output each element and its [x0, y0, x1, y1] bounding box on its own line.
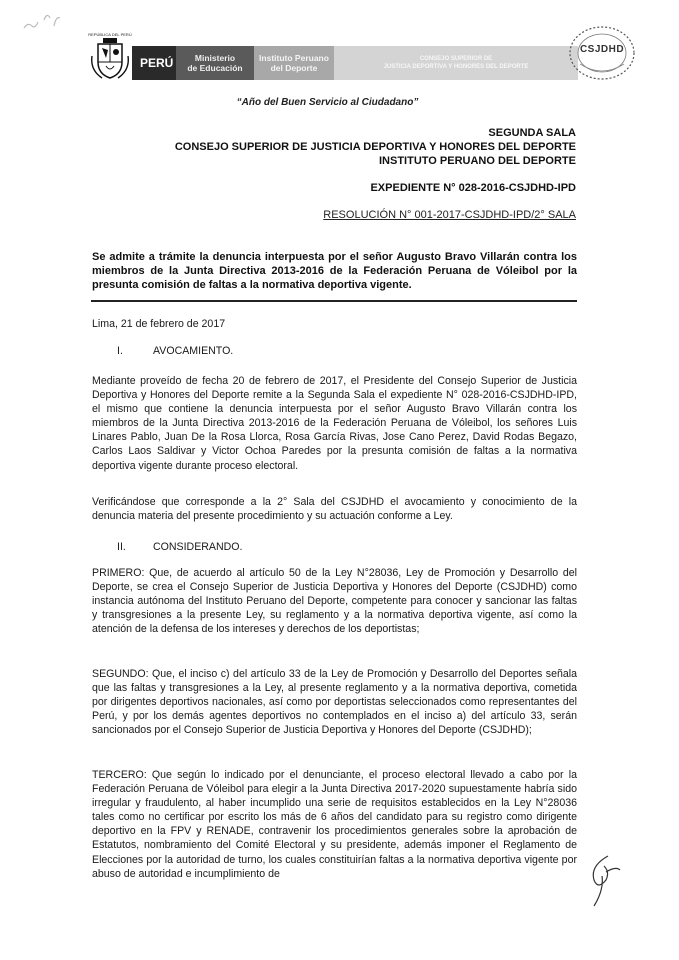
paragraph: Mediante proveído de fecha 20 de febrero de 2017, el Presidente del Consejo Superior de Justicia Deportiva y Honores del Deporte remite a la Segunda Sala el expediente N° 028-2016-CSJDHD-IPD, el mismo que contiene la denuncia interpuesta por el señor Augusto Bravo Villarán contra los miembros de la Junta Directiva 2013-2016 de la Federación Peruana de Vóleibol, los señores Luis Linares Pablo, Juan De la Rosa Llorca, Rosa García Rivas, Jose Cano Perez, David Rodas Begazo, Carlos Laos Saldivar y Victor Ochoa Paredes por la presunta comisión de faltas a la normativa deportiva vigente durante proceso electoral.	[92, 375, 577, 472]
section-heading-avocamiento: I. AVOCAMIENTO.	[117, 345, 234, 357]
peru-label: PERÚ	[132, 46, 176, 80]
ministerio-label: Ministerio de Educación	[176, 46, 254, 80]
scribble-mark	[4, 6, 74, 34]
resolucion-number: RESOLUCIÓN N° 001-2017-CSJDHD-IPD/2° SALA	[323, 209, 576, 221]
motto: “Año del Buen Servicio al Ciudadano”	[236, 97, 419, 108]
institutional-header	[88, 32, 578, 84]
document-date: Lima, 21 de febrero de 2017	[92, 318, 226, 330]
section-heading-considerando: II. CONSIDERANDO.	[117, 541, 243, 553]
seal-text: CSJDHD	[579, 44, 625, 55]
paragraph-segundo: SEGUNDO: Que, el inciso c) del artículo 33 de la Ley de Promoción y Desarrollo del Deportes señala que las faltas y transgresiones a la Ley, al presente reglamento y a la normativa deportiva, cometida por dirigentes deportivos nacionales, así como por deportistas seleccionados como representantes del Perú, y por los demás agentes deportivos no contemplados en el inciso a) del artículo 33, serán sancionados por el Consejo Superior de Justicia Deportiva y Honores del Deporte (CSJDHD);	[92, 668, 577, 737]
instituto-label: Instituto Peruano del Deporte	[254, 46, 334, 80]
shield-caption: REPÚBLICA DEL PERÚ	[88, 32, 132, 37]
resolution-summary: Se admite a trámite la denuncia interpuesta por el señor Augusto Bravo Villarán contra los miembros de la Junta Directiva 2013-2016 de la Federación Peruana de Vóleibol por la presunta comisión de faltas a la normativa deportiva vigente.	[92, 251, 577, 291]
paragraph-primero: PRIMERO: Que, de acuerdo al artículo 50 de la Ley N°28036, Ley de Promoción y Desarrollo del Deporte, se crea el Consejo Superior de Justicia Deportiva y Honores del Deporte (CSJDHD) como instancia autónoma del Instituto Peruano del Deporte, competente para conocer y sancionar las faltas y transgresiones a la presente Ley, su reglamento y a la normativa deportiva vigente, así como la atención de la defensa de los intereses y derechos de los deportistas;	[92, 567, 577, 636]
handwritten-initial	[578, 850, 622, 910]
expediente-number: EXPEDIENTE N° 028-2016-CSJDHD-IPD	[370, 182, 576, 194]
sala-heading: SEGUNDA SALA	[488, 127, 576, 139]
instituto-heading: INSTITUTO PERUANO DEL DEPORTE	[378, 155, 576, 167]
coat-of-arms-icon	[88, 36, 132, 82]
paragraph-tercero: TERCERO: Que según lo indicado por el denunciante, el proceso electoral llevado a cabo por la Federación Peruana de Vóleibol para elegir a la Junta Directiva 2017-2020 supuestamente habría sido irregular y fraudulento, al haber incumplido una serie de requisitos establecidos en la Ley N°28036 tales como no certificar por escrito los más de 6 años del candidato para su registro como dirigente deportivo en la FPV y RENADE, contravenir los procedimientos generales sobre la aprobación de Estatutos, nombramiento del Comité Electoral y su presidente, además imponer el Reglamento de Elecciones por la autoridad de turno, los cuales constituirían faltas a la normativa deportiva vigente por abuso de autoridad e incumplimiento de	[92, 769, 577, 880]
consejo-label: CONSEJO SUPERIOR DE JUSTICIA DEPORTIVA Y HONORES DEL DEPORTE	[334, 46, 578, 80]
divider-rule	[91, 300, 577, 302]
consejo-heading: CONSEJO SUPERIOR DE JUSTICIA DEPORTIVA Y HONORES DEL DEPORTE	[174, 141, 576, 153]
paragraph: Verificándose que corresponde a la 2° Sala del CSJDHD el avocamiento y conocimiento de la denuncia materia del presente procedimiento y su actuación conforme a Ley.	[92, 496, 577, 523]
government-band	[132, 46, 578, 80]
